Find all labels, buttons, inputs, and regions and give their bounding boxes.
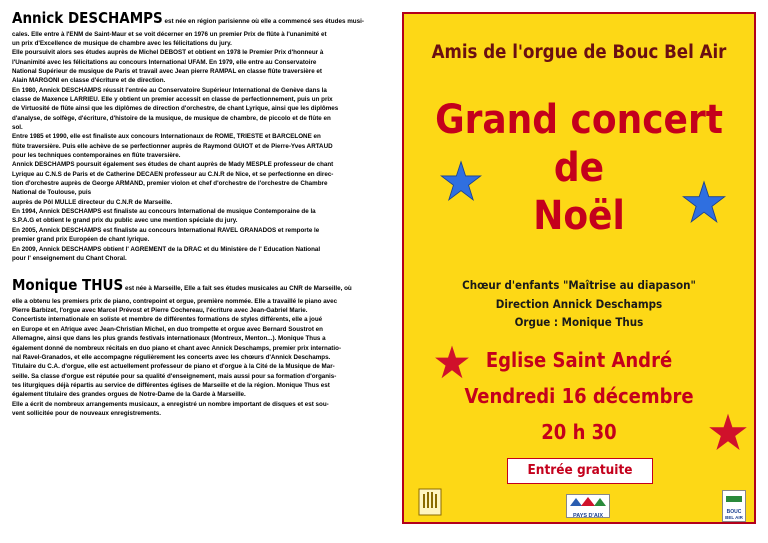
pays-aix-label: PAYS D'AIX <box>572 513 604 519</box>
bio-line: Alain MARGONI en classe d'écriture et de direction. <box>12 77 166 85</box>
bio-line: Annick DESCHAMPS poursuit également ses études de chant auprès de Mady MESPLE professeur de chant <box>12 161 334 169</box>
bio-line: elle a obtenu les premiers prix de piano, contrepoint et orgue, première nommée. Elle a travaillé le piano avec <box>12 297 338 305</box>
concert-poster <box>402 12 756 524</box>
bouc-label-2: BEL AIR <box>725 515 743 520</box>
bio-line: En 1980, Annick DESCHAMPS réussit l'entrée au Conservatoire Supérieur International de Genève dans la <box>12 86 327 94</box>
bio-line: Concertiste internationale en soliste et membre de différentes formations de styles différents, elle a joué <box>12 316 323 324</box>
organist: Orgue : Monique Thus <box>514 315 644 329</box>
bio-line: S.P.A.G et obtient le grand prix du public avec une mention spéciale du jury. <box>12 217 238 225</box>
bio-line: tes liturgiques déjà répartis au service de différentes églises de Marseille et de la région. Monique Thus est <box>12 381 330 389</box>
bio-line: premier grand prix Européen de chant lyrique. <box>12 236 150 244</box>
bio-line: Allemagne, ainsi que dans les plus grands festivals internationaux (Montreux, Menton...). Monique Thus a <box>12 335 326 343</box>
bio-monique-intro: est née à Marseille, Elle a fait ses études musicales au CNR de Marseille, où <box>123 285 352 293</box>
pays-aix-mark-icon <box>568 496 608 508</box>
free-entry-badge: Entrée gratuite <box>507 458 653 484</box>
bio-annick-text <box>12 30 382 264</box>
bio-line: National Supérieur de musique de Paris et travail avec Jean pierre RAMPAL en classe flûte traversière et <box>12 67 322 75</box>
bio-line: Titulaire du C.A. d'orgue, elle est actuellement professeur de piano et d'orgue à la Cité de la Musique de Mar- <box>12 363 335 371</box>
bio-line: tion d'orchestre auprès de George ARMAND, premier violon et chef d'orchestre de l'orchestre de Chambre <box>12 180 328 188</box>
blue-star-icon <box>682 180 726 224</box>
venue: Eglise Saint André <box>485 348 673 372</box>
bio-line: un prix d'Excellence de musique de chambre avec les félicitations du jury. <box>12 39 232 47</box>
date: Vendredi 16 décembre <box>464 384 694 408</box>
association-name: Amis de l'orgue de Bouc Bel Air <box>431 42 727 63</box>
bio-annick-name: Annick DESCHAMPS <box>12 9 163 27</box>
bio-line: flûte traversière. Puis elle achève de se perfectionner auprès de Raymond GUIOT et de Pierre-Yves ARTAUD <box>12 142 333 150</box>
bio-line: Entre 1985 et 1990, elle est finaliste aux concours Internationaux de ROME, TRIESTE et BARCELONE en <box>12 133 321 141</box>
title-line-2: de <box>553 145 605 191</box>
bio-annick-heading <box>12 10 382 28</box>
bio-line: En 2005, Annick DESCHAMPS est finaliste au concours International RAVEL GRANADOS et remporte le <box>12 226 320 234</box>
bouc-bel-air-logo <box>722 490 746 522</box>
bio-line: cales. Elle entre à l'ENM de Saint-Maur et se voit décerner en 1976 un premier Prix de flûte à l'unanimité et <box>12 30 327 38</box>
bio-monique-name: Monique THUS <box>12 276 124 295</box>
title-line-3: Noël <box>533 193 625 239</box>
pays-aix-logo <box>566 494 610 518</box>
bio-line: Pierre Barbizet, l'orgue avec Marcel Prévost et Pierre Cochereau, l'écriture avec Jean-Gabriel Marie. <box>12 307 308 315</box>
bio-line: pour les techniques contemporaines en flûte traversière. <box>12 152 181 160</box>
bio-line: En 1994, Annick DESCHAMPS est finaliste au concours International de musique Contemporaine de la <box>12 208 316 216</box>
bio-line: Lyrique au C.N.S de Paris et de Catherine DECAEN professeur au C.N.R de Nice, et se perfectionne en direc- <box>12 170 334 178</box>
bio-line: classe de Maxence LARRIEU. Elle y obtient un premier accessit en classe de perfectionnement, puis un prix <box>12 96 333 103</box>
bio-line: National de Toulouse, puis <box>12 189 92 197</box>
choir-name: Chœur d'enfants "Maîtrise au diapason" <box>462 278 696 292</box>
bio-line: nal Ravel-Granados, et elle accompagne régulièrement les concerts avec les chœurs d'Annick Deschamps. <box>12 353 331 361</box>
bio-line: pour l' enseignement du Chant Choral. <box>12 254 127 262</box>
bio-line: de Virtuosité de flûte ainsi que les diplômes de direction d'orchestre, de chant Lyrique, ainsi que les diplômes <box>12 105 339 113</box>
bio-line: d'analyse, de solfège, d'écriture, d'histoire de la musique, de musique de chambre, de piccolo et de flûte en <box>12 114 331 122</box>
organ-logo-icon <box>418 488 442 516</box>
performers <box>404 276 754 332</box>
direction: Direction Annick Deschamps <box>495 296 663 311</box>
title-line-1: Grand concert <box>435 97 723 143</box>
bio-line: l'Unanimité avec les félicitations au concours International UFAM. En 1979, elle entre au Conservatoire <box>12 58 317 66</box>
bio-line: en Europe et en Afrique avec Jean-Christian Michel, en duo trompette et orgue avec Bernard Soustrot en <box>12 325 323 333</box>
bouc-label-1: BOUC <box>726 509 742 515</box>
bio-line: seille. Sa classe d'orgue est réputée pour sa qualité d'enseignement, mais aussi pour sa formation d'organis- <box>12 372 337 380</box>
bio-monique-text <box>12 297 382 418</box>
bio-line: Elle poursuivit alors ses études auprès de Michel DEBOST et obtient en 1978 le Premier Prix d'honneur à <box>12 49 324 57</box>
bio-monique-heading <box>12 277 382 295</box>
blue-star-icon <box>440 160 482 202</box>
bio-line: vent sollicitée pour de nouveaux enregistrements. <box>12 409 162 417</box>
bio-line: sol. <box>12 124 23 132</box>
bio-line: En 2009, Annick DESCHAMPS obtient l' AGREMENT de la DRAC et du Ministère de l' Education National <box>12 245 321 253</box>
bio-line: Elle a écrit de nombreux arrangements musicaux, a enregistré un nombre important de disques et est sou- <box>12 400 329 408</box>
bouc-bel-air-mark-icon <box>724 494 744 504</box>
bio-annick-intro: est née en région parisienne où elle a commencé ses études musi- <box>162 18 365 25</box>
bio-line: auprès de Pôl MULLE directeur du C.N.R de Marseille. <box>12 198 173 206</box>
bio-line: également donné de nombreux récitals en duo piano et chant avec Annick Deschamps, premier prix internatio- <box>12 344 342 352</box>
biographies <box>12 10 382 418</box>
bio-line: également titulaire des grandes orgues de Notre-Dame de la Garde à Marseille. <box>12 391 246 399</box>
time: 20 h 30 <box>541 420 617 444</box>
